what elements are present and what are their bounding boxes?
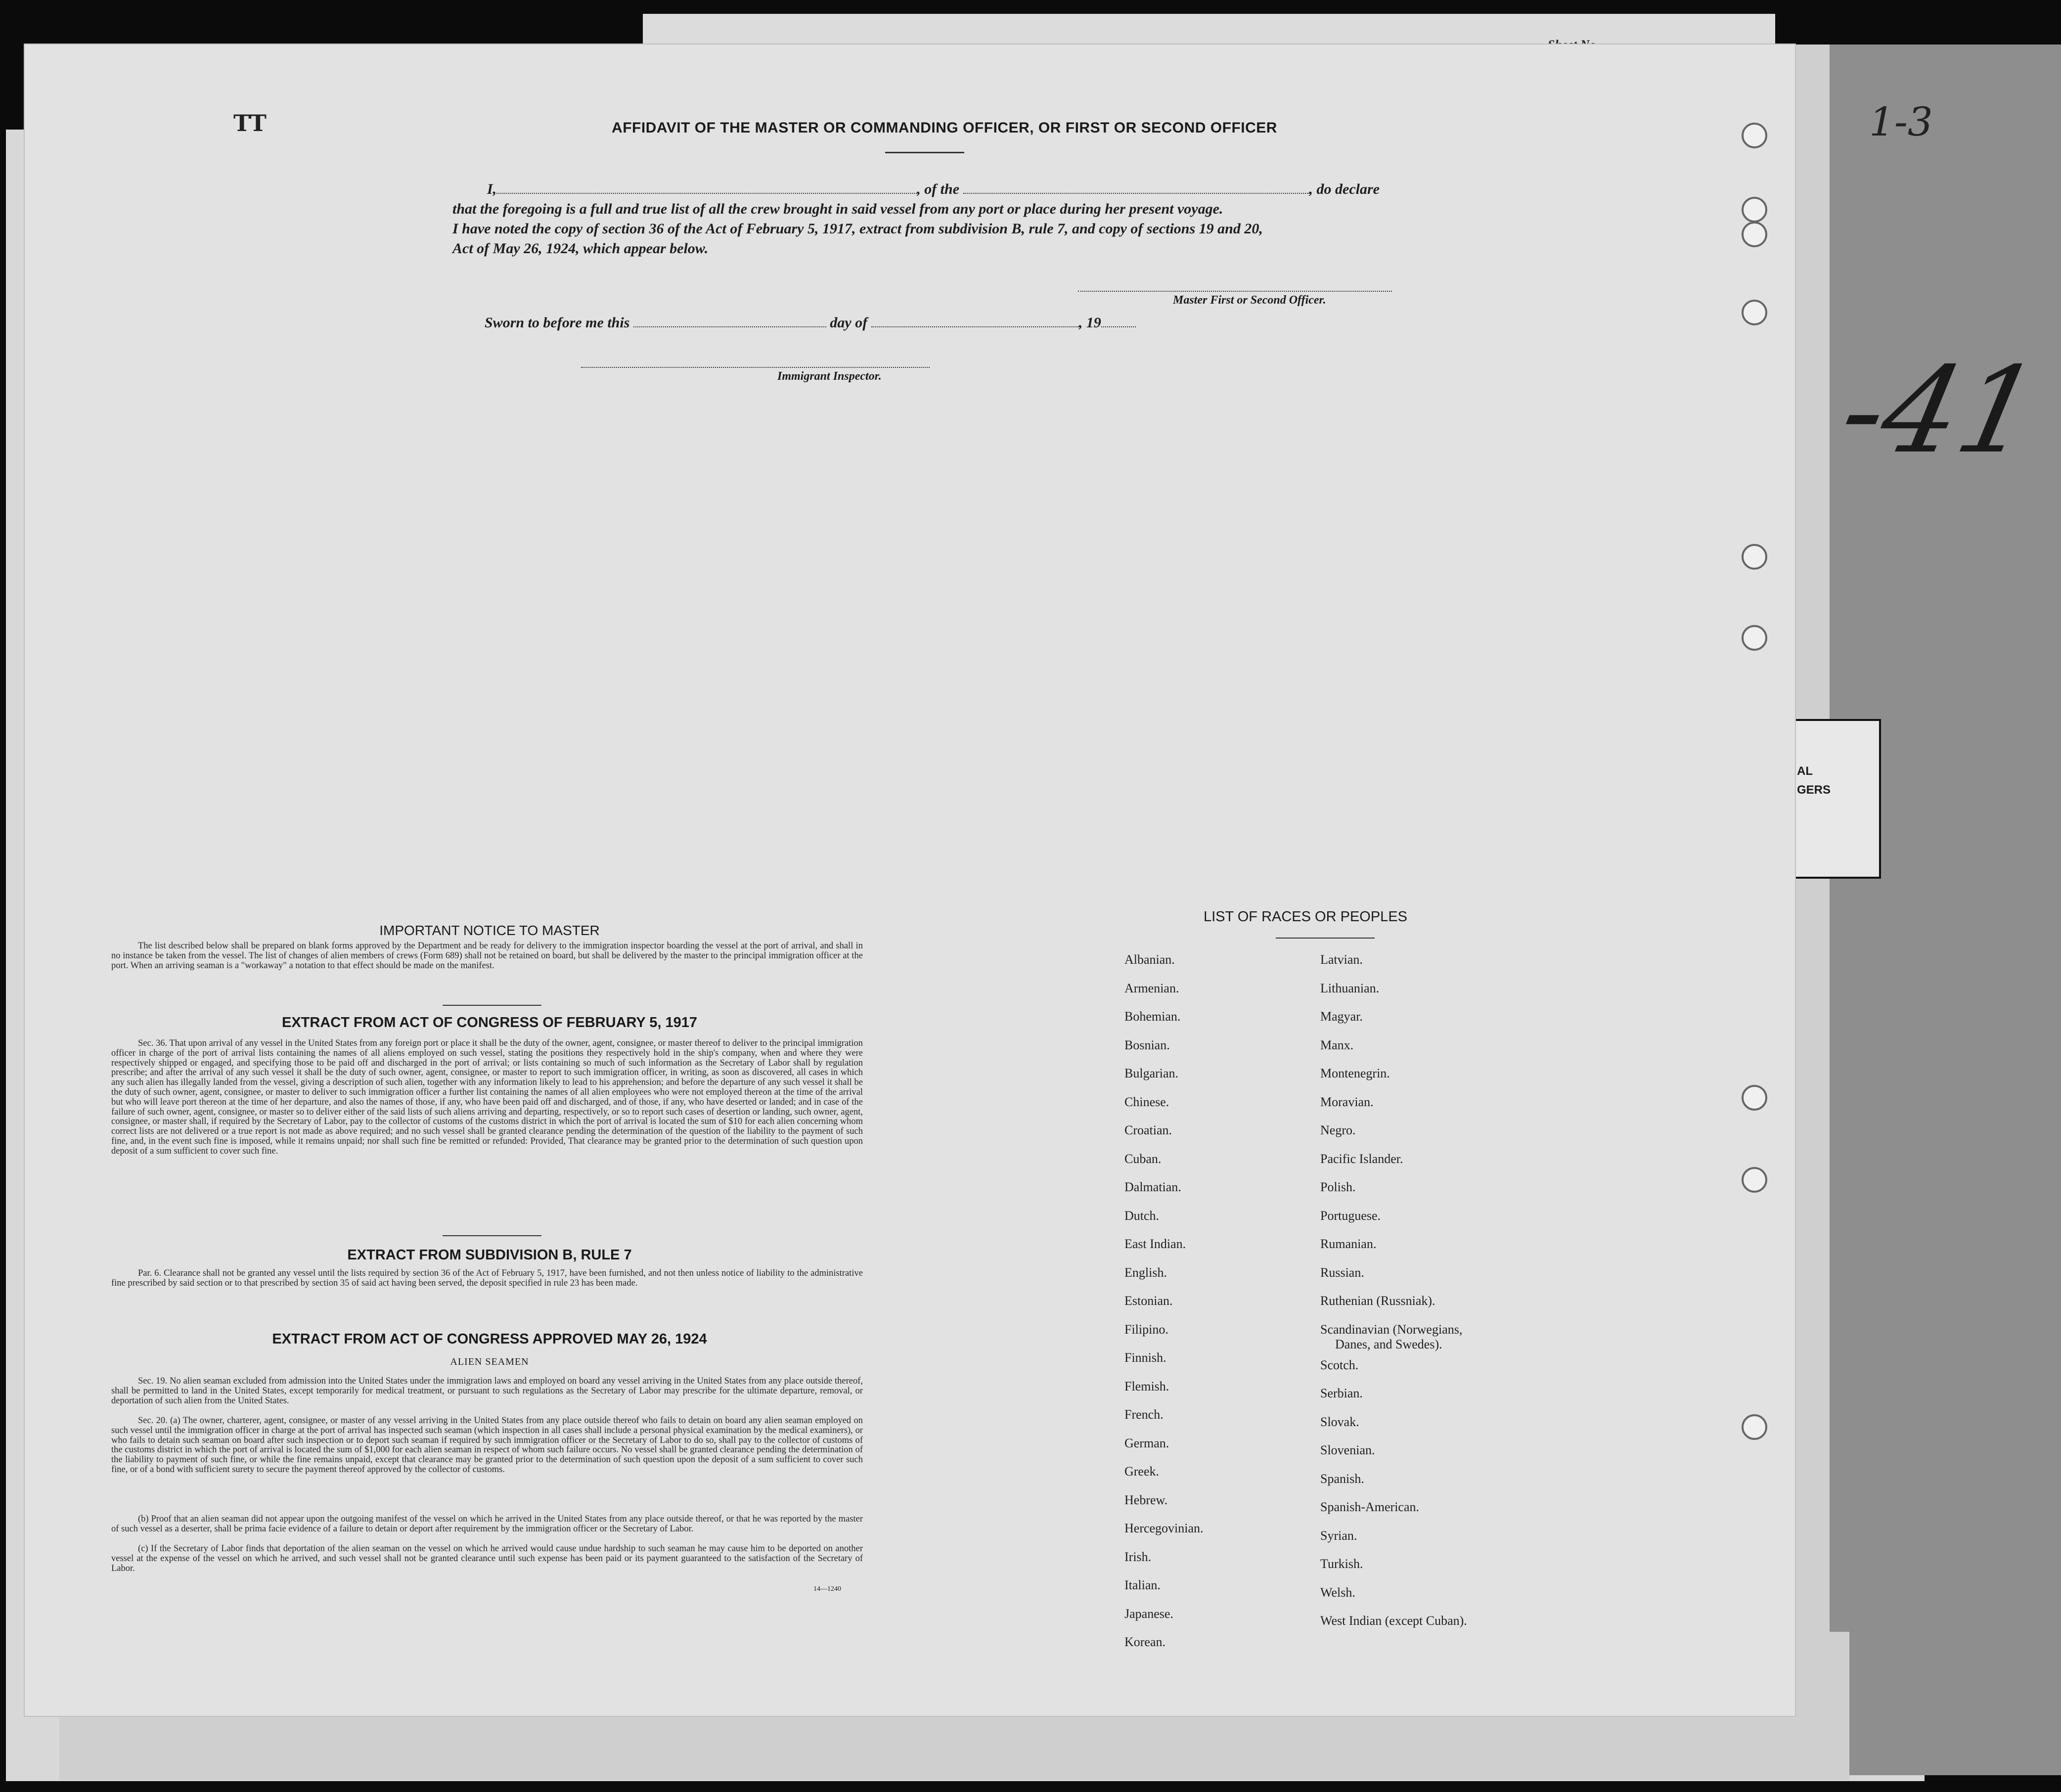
- race-item: Hebrew.: [1124, 1492, 1168, 1507]
- punch-hole: [1742, 197, 1767, 223]
- race-item: Montenegrin.: [1320, 1066, 1390, 1080]
- race-item: Armenian.: [1124, 981, 1179, 995]
- race-item: Japanese.: [1124, 1606, 1173, 1621]
- extract-1917-divider: [443, 1235, 541, 1236]
- sworn-day-of: day of: [830, 314, 868, 331]
- race-item: Filipino.: [1124, 1322, 1168, 1337]
- race-item: Dalmatian.: [1124, 1180, 1181, 1194]
- race-item: East Indian.: [1124, 1237, 1186, 1251]
- race-item: Syrian.: [1320, 1528, 1357, 1543]
- title-divider: [885, 152, 964, 153]
- affidavit-line-2: that the foregoing is a full and true list of all the crew brought in said vessel from any port or place during her present voyage.: [452, 201, 1223, 217]
- race-item: Slovak.: [1320, 1414, 1359, 1429]
- sworn-line: [485, 314, 1136, 331]
- handwritten-number: -41: [1830, 341, 2051, 480]
- inspector-signature-label: Immigrant Inspector.: [777, 370, 882, 383]
- races-column-2: [1320, 952, 1467, 1642]
- race-item-line: Scandinavian (Norwegians,: [1320, 1322, 1463, 1337]
- race-item: Pacific Islander.: [1320, 1151, 1403, 1166]
- race-item: Spanish.: [1320, 1471, 1364, 1486]
- sec-20b-text: (b) Proof that an alien seaman did not appear upon the outgoing manifest of the vessel on which he arrived in the United States from any place outside thereof, or that he was reported by the master of such vessel as a deserter, shall be prima facie evidence of a failure to detain or deport after requirement by the immigration officer or the Secretary of Labor.: [111, 1514, 863, 1534]
- race-item: West Indian (except Cuban).: [1320, 1613, 1467, 1628]
- race-item: Dutch.: [1124, 1208, 1160, 1223]
- affidavit-line-4: Act of May 26, 1924, which appear below.: [452, 240, 709, 257]
- race-item: Lithuanian.: [1320, 981, 1380, 995]
- affidavit-line-1: [487, 181, 1380, 198]
- name-field: [496, 183, 917, 194]
- race-item: Flemish.: [1124, 1379, 1169, 1393]
- race-item-line: Danes, and Swedes).: [1335, 1337, 1442, 1351]
- race-item: Chinese.: [1124, 1094, 1169, 1109]
- sworn-day-field: [633, 316, 826, 327]
- folder-edge: [1830, 45, 2061, 1775]
- race-item: [1320, 1322, 1467, 1358]
- extract-1917-title: EXTRACT FROM ACT OF CONGRESS OF FEBRUARY 5, 1917: [281, 1015, 698, 1030]
- sec-19-text: Sec. 19. No alien seaman excluded from admission into the United States under the immigration laws and employed on board any vessel arriving in the United States from any place outside thereof, shall be permitted to land in the United States, except temporarily for medical treatment, or pursuant to such regulations as the Secretary of Labor may prescribe for the ultimate departure, removal, or deportation of such alien from the United States.: [111, 1376, 863, 1406]
- race-item: Greek.: [1124, 1464, 1160, 1478]
- inspector-signature-line: [581, 367, 930, 368]
- notice-title: IMPORTANT NOTICE TO MASTER: [379, 923, 600, 938]
- race-item: Spanish-American.: [1320, 1500, 1420, 1514]
- sec-20c-text: (c) If the Secretary of Labor finds that deportation of the alien seaman on the vessel on which he arrived would cause undue hardship to such seaman he may cause him to be deported on another vessel at the expense of the vessel on which he arrived, and such vessel shall not be granted clearance until such expense has been paid or its payment guaranteed to the satisfaction of the Secretary of Labor.: [111, 1544, 863, 1573]
- affidavit-line-3: I have noted the copy of section 36 of the Act of February 5, 1917, extract from subdivision B, rule 7, and copy of sections 19 and 20,: [452, 221, 1263, 237]
- race-item: English.: [1124, 1265, 1167, 1280]
- handwritten-page-mark: 1-3: [1869, 99, 1933, 145]
- race-item: Italian.: [1124, 1578, 1161, 1592]
- race-item: Slovenian.: [1320, 1443, 1375, 1457]
- master-signature-label: Master First or Second Officer.: [1173, 294, 1326, 307]
- index-tab-label-a: AL: [1797, 764, 1813, 778]
- punch-hole: [1742, 1085, 1767, 1111]
- punch-hole: [1742, 1167, 1767, 1193]
- race-item: Bulgarian.: [1124, 1066, 1179, 1080]
- races-title: LIST OF RACES OR PEOPLES: [1203, 909, 1408, 925]
- race-item: German.: [1124, 1435, 1169, 1450]
- race-item: Bosnian.: [1124, 1037, 1170, 1052]
- sworn-year-field: [1101, 316, 1136, 327]
- punch-hole: [1742, 123, 1767, 148]
- race-item: Russian.: [1320, 1265, 1364, 1280]
- race-item: Manx.: [1320, 1037, 1354, 1052]
- corner-mark: TT: [233, 110, 267, 136]
- extract-1924-subtitle: ALIEN SEAMEN: [450, 1356, 529, 1367]
- race-item: Scotch.: [1320, 1357, 1359, 1372]
- race-item: Portuguese.: [1320, 1208, 1381, 1223]
- races-divider: [1276, 938, 1375, 939]
- extract-1924-title: EXTRACT FROM ACT OF CONGRESS APPROVED MAY 26, 1924: [272, 1331, 707, 1347]
- notice-text: The list described below shall be prepared on blank forms approved by the Department and be ready for delivery to the immigration inspector boarding the vessel at the port of arrival, and shall in no instance be taken from the vessel. The list of changes of alien members of crews (Form 689) shall not be retained on board, but shall be delivered by the master to the principal immigration officer at the port. When an arriving seaman is a "workaway" a notation to that effect should be made on the manifest.: [111, 941, 863, 971]
- punch-hole: [1742, 1414, 1767, 1440]
- affidavit-i: I,: [487, 181, 497, 197]
- form-number: 14—1240: [813, 1585, 841, 1593]
- race-item: Ruthenian (Russniak).: [1320, 1294, 1435, 1308]
- race-item: Hercegovinian.: [1124, 1521, 1204, 1535]
- race-item: Cuban.: [1124, 1151, 1162, 1166]
- sec-20a-text: Sec. 20. (a) The owner, charterer, agent, consignee, or master of any vessel arriving in the United States from any place outside thereof who fails to detain on board any alien seaman employed on such vessel until the immigration officer in charge at the port of arrival has inspected such seaman (which inspection in all cases shall include a personal physical examination by the medical examiners), or who fails to detain such seaman on board after such inspection or to deport such seaman if required by such immigration officer or the Secretary of Labor to do so, shall pay to the collector of customs of the customs district in which the port of arrival is located the sum of $1,000 for each alien seaman in respect of whom such failure occurs. No vessel shall be granted clearance pending the determination of the liability to payment of such fine, or while the fine remains unpaid, except that clearance may be granted prior to the determination of such question upon the deposit of a sum sufficient to cover such fine, or of a bond with sufficient surety to secure the payment thereof approved by the collector of customs.: [111, 1416, 863, 1475]
- race-item: Welsh.: [1320, 1585, 1355, 1600]
- race-item: Latvian.: [1320, 952, 1363, 967]
- race-item: Polish.: [1320, 1180, 1356, 1194]
- notice-divider: [443, 1005, 541, 1006]
- punch-hole: [1742, 300, 1767, 325]
- race-item: Turkish.: [1320, 1557, 1363, 1571]
- race-item: Finnish.: [1124, 1350, 1166, 1365]
- race-item: French.: [1124, 1407, 1164, 1422]
- punch-hole: [1742, 222, 1767, 247]
- punch-hole: [1742, 544, 1767, 570]
- extract-1917-text: Sec. 36. That upon arrival of any vessel in the United States from any foreign port or place it shall be the duty of the owner, agent, consignee, or master thereof to deliver to the principal immigration officer in charge of the port of arrival lists containing the names of all aliens employed on such vessel, stating the positions they respectively hold in the ship's company, when and where they were respectively shipped or engaged, and specifying those to be paid off and discharged in the port of arrival; or lists containing so much of such information as the Secretary of Labor shall by regulation prescribe; and after the arrival of any such vessel it shall be the duty of such owner, agent, consignee, or master to report to such immigration officer, in writing, as soon as discovered, all cases in which any such alien has illegally landed from the vessel, giving a description of such alien, together with any information likely to lead to his apprehension; and before the departure of any such vessel it shall be the duty of such owner, agent, consignee, or master to deliver to such immigration officer a further list containing the names of all alien employees who were not employed thereon at the time of the arrival but who will leave port thereon at the time of her departure, and also the names of those, if any, who have been paid off and discharged, and of those, if any, who have deserted or landed; and in case of the failure of such owner, agent, consignee, or master so to deliver either of the said lists of such aliens arriving and departing, respectively, or so to report such cases of desertion or landing, such owner, agent, consignee, or master shall, if required by the Secretary of Labor, pay to the collector of customs of the customs district in which the port of arrival is located the sum of $10 for each alien concerning whom correct lists are not delivered or a true report is not made as above required; and no such vessel shall be granted clearance pending the determination of the question of the liability to the payment of such fine, and, in the event such fine is imposed, while it remains unpaid; nor shall such fine be remitted or refunded: Provided, That clearance may be granted prior to the determination of such question upon deposit of a sum sufficient to cover such fine.: [111, 1038, 863, 1156]
- race-item: Moravian.: [1320, 1094, 1374, 1109]
- subdivision-b-title: EXTRACT FROM SUBDIVISION B, RULE 7: [347, 1247, 632, 1263]
- race-item: Bohemian.: [1124, 1009, 1181, 1024]
- affidavit-title: AFFIDAVIT OF THE MASTER OR COMMANDING OFFICER, OR FIRST OR SECOND OFFICER: [612, 120, 1277, 136]
- affidavit-of-the: , of the: [917, 181, 960, 197]
- sworn-month-field: [871, 316, 1079, 327]
- race-item: Rumanian.: [1320, 1237, 1377, 1251]
- vessel-field: [963, 183, 1309, 194]
- sworn-year: , 19: [1078, 314, 1101, 331]
- race-item: Magyar.: [1320, 1009, 1363, 1024]
- race-item: Serbian.: [1320, 1386, 1363, 1400]
- punch-hole: [1742, 625, 1767, 651]
- sworn-text: Sworn to before me this: [485, 314, 630, 331]
- race-item: Estonian.: [1124, 1294, 1173, 1308]
- index-tab: [1795, 719, 1881, 879]
- master-signature-line: [1078, 291, 1392, 292]
- race-item: Albanian.: [1124, 952, 1175, 967]
- index-tab-label-b: GERS: [1797, 783, 1831, 797]
- races-column-1: [1124, 952, 1204, 1663]
- race-item: Irish.: [1124, 1549, 1152, 1564]
- race-item: Negro.: [1320, 1123, 1356, 1137]
- race-item: Korean.: [1124, 1635, 1166, 1649]
- race-item: Croatian.: [1124, 1123, 1172, 1137]
- affidavit-do-declare: , do declare: [1309, 181, 1380, 197]
- subdivision-b-text: Par. 6. Clearance shall not be granted any vessel until the lists required by section 36 of the Act of February 5, 1917, have been furnished, and not then unless notice of liability to the administrative fine prescribed by said section or to that prescribed by section 35 of said act having been served, the deposit specified in rule 23 has been made.: [111, 1268, 863, 1288]
